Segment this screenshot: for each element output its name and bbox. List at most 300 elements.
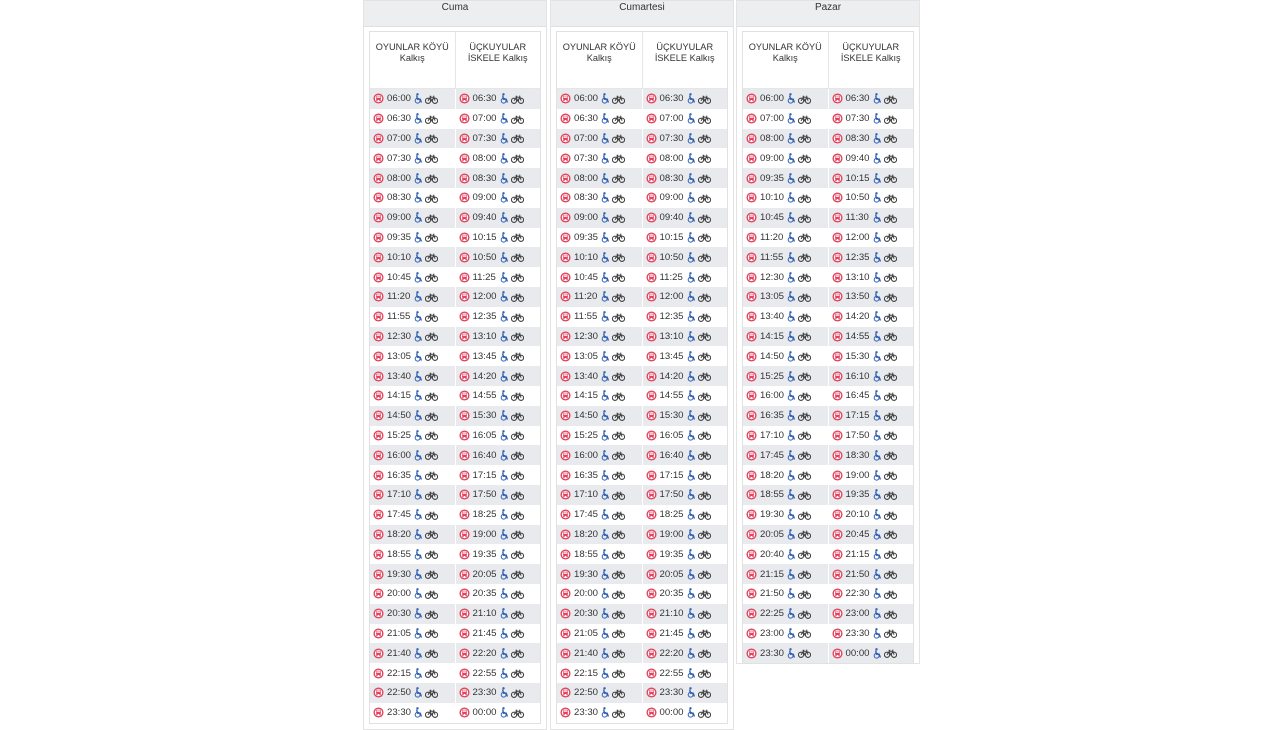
- departure-uckuyular-iskele: [455, 564, 541, 584]
- bus-stop-icon: [560, 430, 571, 441]
- bicycle-icon: [511, 114, 524, 124]
- wheelchair-icon: [873, 390, 882, 401]
- wheelchair-icon: [601, 549, 610, 560]
- bicycle-icon: [511, 628, 524, 638]
- bus-stop-icon: [373, 173, 384, 184]
- departure-uckuyular-iskele: [642, 129, 728, 149]
- bus-stop-icon: [560, 668, 571, 679]
- bicycle-icon: [612, 351, 625, 361]
- departure-time: 18:25: [472, 509, 497, 521]
- bicycle-icon: [425, 430, 438, 440]
- departure-uckuyular-iskele: [455, 386, 541, 406]
- bicycle-icon: [425, 193, 438, 203]
- bus-stop-icon: [832, 291, 843, 302]
- bicycle-icon: [425, 668, 438, 678]
- departure-time: 13:10: [845, 271, 870, 283]
- bicycle-icon: [425, 648, 438, 658]
- bicycle-icon: [511, 292, 524, 302]
- departure-uckuyular-iskele: [828, 584, 914, 604]
- bicycle-icon: [511, 490, 524, 500]
- table-row: [370, 485, 540, 505]
- departure-oyunlar-koyu: [743, 366, 828, 386]
- bicycle-icon: [884, 312, 897, 322]
- wheelchair-icon: [787, 628, 796, 639]
- bicycle-icon: [798, 351, 811, 361]
- departure-time: 12:00: [472, 291, 497, 303]
- departure-oyunlar-koyu: [557, 624, 642, 644]
- table-row: [743, 406, 913, 426]
- departure-time: 16:40: [659, 449, 684, 461]
- wheelchair-icon: [500, 390, 509, 401]
- bicycle-icon: [425, 609, 438, 619]
- bicycle-icon: [425, 371, 438, 381]
- bus-stop-icon: [373, 311, 384, 322]
- bus-stop-icon: [459, 529, 470, 540]
- wheelchair-icon: [500, 410, 509, 421]
- departure-oyunlar-koyu: [370, 544, 455, 564]
- departure-time: 21:50: [845, 568, 870, 580]
- table-row: [743, 89, 913, 109]
- bicycle-icon: [884, 589, 897, 599]
- departure-uckuyular-iskele: [455, 663, 541, 683]
- departure-time: 00:00: [472, 707, 497, 719]
- departure-time: 20:10: [845, 509, 870, 521]
- departure-time: 09:35: [574, 231, 599, 243]
- wheelchair-icon: [500, 351, 509, 362]
- departure-time: 08:30: [845, 132, 870, 144]
- wheelchair-icon: [687, 410, 696, 421]
- bicycle-icon: [511, 569, 524, 579]
- bus-stop-icon: [459, 93, 470, 104]
- departure-uckuyular-iskele: [828, 267, 914, 287]
- wheelchair-icon: [414, 410, 423, 421]
- departure-uckuyular-iskele: [455, 307, 541, 327]
- table-row: [743, 228, 913, 248]
- departure-time: 09:40: [659, 212, 684, 224]
- bicycle-icon: [698, 688, 711, 698]
- departure-time: 21:40: [574, 647, 599, 659]
- departure-time: 12:00: [845, 231, 870, 243]
- bus-stop-icon: [646, 668, 657, 679]
- bus-stop-icon: [646, 133, 657, 144]
- bicycle-icon: [884, 272, 897, 282]
- bicycle-icon: [798, 173, 811, 183]
- bicycle-icon: [884, 490, 897, 500]
- table-row: [557, 148, 727, 168]
- bus-stop-icon: [646, 173, 657, 184]
- departure-time: 12:30: [760, 271, 785, 283]
- departure-time: 20:00: [574, 588, 599, 600]
- bus-stop-icon: [373, 569, 384, 580]
- departure-uckuyular-iskele: [455, 505, 541, 525]
- departure-time: 09:00: [760, 152, 785, 164]
- bicycle-icon: [612, 173, 625, 183]
- bicycle-icon: [612, 668, 625, 678]
- bicycle-icon: [698, 628, 711, 638]
- departure-uckuyular-iskele: [455, 525, 541, 545]
- bicycle-icon: [884, 411, 897, 421]
- departure-oyunlar-koyu: [370, 267, 455, 287]
- departure-oyunlar-koyu: [557, 148, 642, 168]
- bus-stop-icon: [373, 450, 384, 461]
- departure-uckuyular-iskele: [828, 525, 914, 545]
- bicycle-icon: [425, 411, 438, 421]
- departure-time: 17:50: [659, 489, 684, 501]
- departure-oyunlar-koyu: [557, 465, 642, 485]
- bus-stop-icon: [459, 371, 470, 382]
- departure-uckuyular-iskele: [642, 208, 728, 228]
- wheelchair-icon: [500, 232, 509, 243]
- wheelchair-icon: [687, 470, 696, 481]
- bicycle-icon: [511, 371, 524, 381]
- bicycle-icon: [798, 529, 811, 539]
- bicycle-icon: [425, 490, 438, 500]
- departure-oyunlar-koyu: [557, 683, 642, 703]
- wheelchair-icon: [601, 93, 610, 104]
- bicycle-icon: [698, 213, 711, 223]
- wheelchair-icon: [787, 272, 796, 283]
- departure-oyunlar-koyu: [557, 643, 642, 663]
- bicycle-icon: [511, 668, 524, 678]
- bicycle-icon: [698, 312, 711, 322]
- panel-day-title: Pazar: [737, 1, 919, 27]
- departure-time: 14:20: [845, 311, 870, 323]
- timetable: [742, 31, 914, 664]
- bicycle-icon: [698, 272, 711, 282]
- bus-stop-icon: [646, 608, 657, 619]
- departure-uckuyular-iskele: [642, 188, 728, 208]
- wheelchair-icon: [873, 212, 882, 223]
- wheelchair-icon: [500, 569, 509, 580]
- bicycle-icon: [798, 470, 811, 480]
- bus-stop-icon: [746, 529, 757, 540]
- bus-stop-icon: [560, 390, 571, 401]
- departure-uckuyular-iskele: [828, 148, 914, 168]
- departure-oyunlar-koyu: [557, 485, 642, 505]
- table-row: [557, 346, 727, 366]
- bus-stop-icon: [646, 588, 657, 599]
- bus-stop-icon: [832, 272, 843, 283]
- table-row: [743, 366, 913, 386]
- departure-time: 11:25: [472, 271, 496, 283]
- bicycle-icon: [612, 589, 625, 599]
- wheelchair-icon: [873, 509, 882, 520]
- bus-stop-icon: [459, 628, 470, 639]
- column-header-oyunlar-koyu: OYUNLAR KÖYÜ Kalkış: [748, 42, 822, 63]
- table-row: [370, 544, 540, 564]
- departure-oyunlar-koyu: [557, 525, 642, 545]
- wheelchair-icon: [601, 331, 610, 342]
- departure-time: 09:00: [659, 192, 684, 204]
- departure-time: 23:00: [760, 627, 785, 639]
- table-row: [370, 129, 540, 149]
- wheelchair-icon: [414, 470, 423, 481]
- wheelchair-icon: [873, 569, 882, 580]
- departure-uckuyular-iskele: [455, 604, 541, 624]
- bus-stop-icon: [373, 390, 384, 401]
- bus-stop-icon: [560, 687, 571, 698]
- table-row: [370, 366, 540, 386]
- bus-stop-icon: [373, 648, 384, 659]
- bicycle-icon: [425, 292, 438, 302]
- table-row: [557, 287, 727, 307]
- bus-stop-icon: [560, 470, 571, 481]
- bus-stop-icon: [832, 569, 843, 580]
- bicycle-icon: [612, 450, 625, 460]
- wheelchair-icon: [787, 113, 796, 124]
- table-row: [743, 188, 913, 208]
- departure-time: 10:45: [760, 212, 785, 224]
- departure-oyunlar-koyu: [557, 287, 642, 307]
- table-row: [557, 525, 727, 545]
- bicycle-icon: [511, 688, 524, 698]
- wheelchair-icon: [687, 687, 696, 698]
- departure-time: 17:15: [659, 469, 684, 481]
- wheelchair-icon: [873, 371, 882, 382]
- table-row: [557, 267, 727, 287]
- departure-time: 18:55: [760, 489, 785, 501]
- departure-uckuyular-iskele: [642, 663, 728, 683]
- table-row: [743, 525, 913, 545]
- wheelchair-icon: [500, 509, 509, 520]
- departure-oyunlar-koyu: [370, 188, 455, 208]
- departure-time: 10:10: [574, 251, 599, 263]
- bus-stop-icon: [832, 93, 843, 104]
- bus-stop-icon: [646, 311, 657, 322]
- wheelchair-icon: [500, 311, 509, 322]
- departure-time: 11:55: [387, 311, 411, 323]
- bus-stop-icon: [646, 351, 657, 362]
- bus-stop-icon: [459, 153, 470, 164]
- bicycle-icon: [511, 153, 524, 163]
- departure-time: 09:35: [760, 172, 785, 184]
- departure-time: 09:00: [574, 212, 599, 224]
- departure-time: 23:30: [387, 707, 412, 719]
- bus-stop-icon: [746, 430, 757, 441]
- departure-oyunlar-koyu: [557, 386, 642, 406]
- wheelchair-icon: [787, 608, 796, 619]
- wheelchair-icon: [873, 450, 882, 461]
- departure-time: 00:00: [659, 707, 684, 719]
- bicycle-icon: [798, 232, 811, 242]
- table-row: [557, 564, 727, 584]
- bus-stop-icon: [373, 192, 384, 203]
- bicycle-icon: [612, 153, 625, 163]
- wheelchair-icon: [873, 311, 882, 322]
- wheelchair-icon: [500, 291, 509, 302]
- wheelchair-icon: [500, 648, 509, 659]
- departure-time: 19:35: [472, 548, 497, 560]
- wheelchair-icon: [687, 430, 696, 441]
- departure-time: 10:15: [845, 172, 870, 184]
- wheelchair-icon: [787, 311, 796, 322]
- departure-uckuyular-iskele: [455, 148, 541, 168]
- wheelchair-icon: [687, 450, 696, 461]
- departure-time: 19:00: [472, 528, 497, 540]
- departure-time: 11:30: [845, 212, 869, 224]
- departure-time: 07:30: [387, 152, 412, 164]
- bus-stop-icon: [646, 113, 657, 124]
- departure-uckuyular-iskele: [828, 485, 914, 505]
- bus-stop-icon: [373, 470, 384, 481]
- bicycle-icon: [698, 411, 711, 421]
- bicycle-icon: [884, 173, 897, 183]
- departure-time: 19:00: [659, 528, 684, 540]
- departure-time: 16:35: [387, 469, 412, 481]
- departure-oyunlar-koyu: [743, 327, 828, 347]
- bicycle-icon: [612, 688, 625, 698]
- wheelchair-icon: [601, 608, 610, 619]
- departure-uckuyular-iskele: [828, 327, 914, 347]
- wheelchair-icon: [873, 588, 882, 599]
- departure-oyunlar-koyu: [370, 505, 455, 525]
- bus-stop-icon: [646, 232, 657, 243]
- bus-stop-icon: [646, 707, 657, 718]
- bus-stop-icon: [832, 549, 843, 560]
- departure-time: 10:15: [659, 231, 684, 243]
- bicycle-icon: [425, 331, 438, 341]
- bus-stop-icon: [560, 489, 571, 500]
- bus-stop-icon: [832, 252, 843, 263]
- departure-uckuyular-iskele: [455, 406, 541, 426]
- table-row: [743, 208, 913, 228]
- bus-stop-icon: [560, 569, 571, 580]
- departure-time: 18:55: [387, 548, 412, 560]
- departure-time: 23:30: [659, 687, 684, 699]
- table-row: [743, 485, 913, 505]
- departure-time: 14:55: [845, 330, 870, 342]
- departure-time: 16:05: [472, 429, 497, 441]
- wheelchair-icon: [787, 470, 796, 481]
- bus-stop-icon: [646, 489, 657, 500]
- departure-uckuyular-iskele: [828, 188, 914, 208]
- bus-stop-icon: [459, 311, 470, 322]
- bicycle-icon: [884, 450, 897, 460]
- departure-uckuyular-iskele: [642, 643, 728, 663]
- table-row: [557, 683, 727, 703]
- departure-time: 21:05: [387, 627, 412, 639]
- bus-stop-icon: [459, 390, 470, 401]
- bus-stop-icon: [459, 549, 470, 560]
- departure-oyunlar-koyu: [743, 228, 828, 248]
- departure-uckuyular-iskele: [828, 624, 914, 644]
- bus-stop-icon: [646, 430, 657, 441]
- wheelchair-icon: [414, 232, 423, 243]
- table-row: [557, 643, 727, 663]
- departure-oyunlar-koyu: [370, 564, 455, 584]
- bus-stop-icon: [560, 173, 571, 184]
- wheelchair-icon: [873, 430, 882, 441]
- bus-stop-icon: [459, 470, 470, 481]
- bus-stop-icon: [746, 628, 757, 639]
- departure-oyunlar-koyu: [743, 544, 828, 564]
- departure-uckuyular-iskele: [828, 109, 914, 129]
- wheelchair-icon: [873, 628, 882, 639]
- wheelchair-icon: [873, 173, 882, 184]
- bicycle-icon: [884, 371, 897, 381]
- bicycle-icon: [612, 114, 625, 124]
- bus-stop-icon: [373, 153, 384, 164]
- departure-time: 13:45: [659, 350, 684, 362]
- wheelchair-icon: [500, 173, 509, 184]
- wheelchair-icon: [500, 252, 509, 263]
- bicycle-icon: [425, 94, 438, 104]
- departure-oyunlar-koyu: [743, 445, 828, 465]
- bus-stop-icon: [746, 351, 757, 362]
- bus-stop-icon: [646, 212, 657, 223]
- departure-uckuyular-iskele: [828, 465, 914, 485]
- departure-time: 13:40: [387, 370, 412, 382]
- wheelchair-icon: [601, 588, 610, 599]
- bicycle-icon: [425, 114, 438, 124]
- bicycle-icon: [511, 609, 524, 619]
- departure-time: 09:40: [845, 152, 870, 164]
- bicycle-icon: [884, 628, 897, 638]
- column-header-uckuyular-iskele: ÜÇKUYULAR İSKELE Kalkış: [455, 32, 541, 88]
- departure-oyunlar-koyu: [557, 89, 642, 109]
- departure-time: 08:00: [387, 172, 412, 184]
- wheelchair-icon: [500, 470, 509, 481]
- bicycle-icon: [798, 510, 811, 520]
- bus-stop-icon: [560, 93, 571, 104]
- departure-uckuyular-iskele: [642, 604, 728, 624]
- bicycle-icon: [511, 193, 524, 203]
- bus-stop-icon: [646, 252, 657, 263]
- wheelchair-icon: [787, 291, 796, 302]
- bus-stop-icon: [746, 569, 757, 580]
- departure-time: 13:10: [472, 330, 497, 342]
- bicycle-icon: [798, 569, 811, 579]
- bicycle-icon: [425, 153, 438, 163]
- table-row: [370, 663, 540, 683]
- wheelchair-icon: [787, 93, 796, 104]
- bus-stop-icon: [646, 509, 657, 520]
- bus-stop-icon: [560, 192, 571, 203]
- departure-time: 14:15: [760, 330, 785, 342]
- table-row: [370, 584, 540, 604]
- departure-uckuyular-iskele: [455, 624, 541, 644]
- departure-time: 06:30: [574, 113, 599, 125]
- bus-stop-icon: [560, 371, 571, 382]
- departure-uckuyular-iskele: [642, 485, 728, 505]
- departure-time: 11:55: [574, 311, 598, 323]
- bus-stop-icon: [646, 331, 657, 342]
- bicycle-icon: [798, 589, 811, 599]
- bicycle-icon: [511, 252, 524, 262]
- wheelchair-icon: [500, 489, 509, 500]
- bus-stop-icon: [459, 648, 470, 659]
- bicycle-icon: [612, 529, 625, 539]
- bicycle-icon: [511, 470, 524, 480]
- departure-uckuyular-iskele: [828, 564, 914, 584]
- departure-oyunlar-koyu: [370, 683, 455, 703]
- departure-uckuyular-iskele: [828, 89, 914, 109]
- bicycle-icon: [884, 430, 897, 440]
- bicycle-icon: [884, 549, 897, 559]
- departure-time: 16:00: [387, 449, 412, 461]
- departure-oyunlar-koyu: [370, 168, 455, 188]
- bus-stop-icon: [746, 648, 757, 659]
- bicycle-icon: [798, 411, 811, 421]
- departure-oyunlar-koyu: [557, 168, 642, 188]
- table-row: [557, 129, 727, 149]
- table-row: [557, 426, 727, 446]
- bus-stop-icon: [560, 133, 571, 144]
- wheelchair-icon: [873, 489, 882, 500]
- bicycle-icon: [511, 331, 524, 341]
- departure-oyunlar-koyu: [370, 445, 455, 465]
- bus-stop-icon: [459, 489, 470, 500]
